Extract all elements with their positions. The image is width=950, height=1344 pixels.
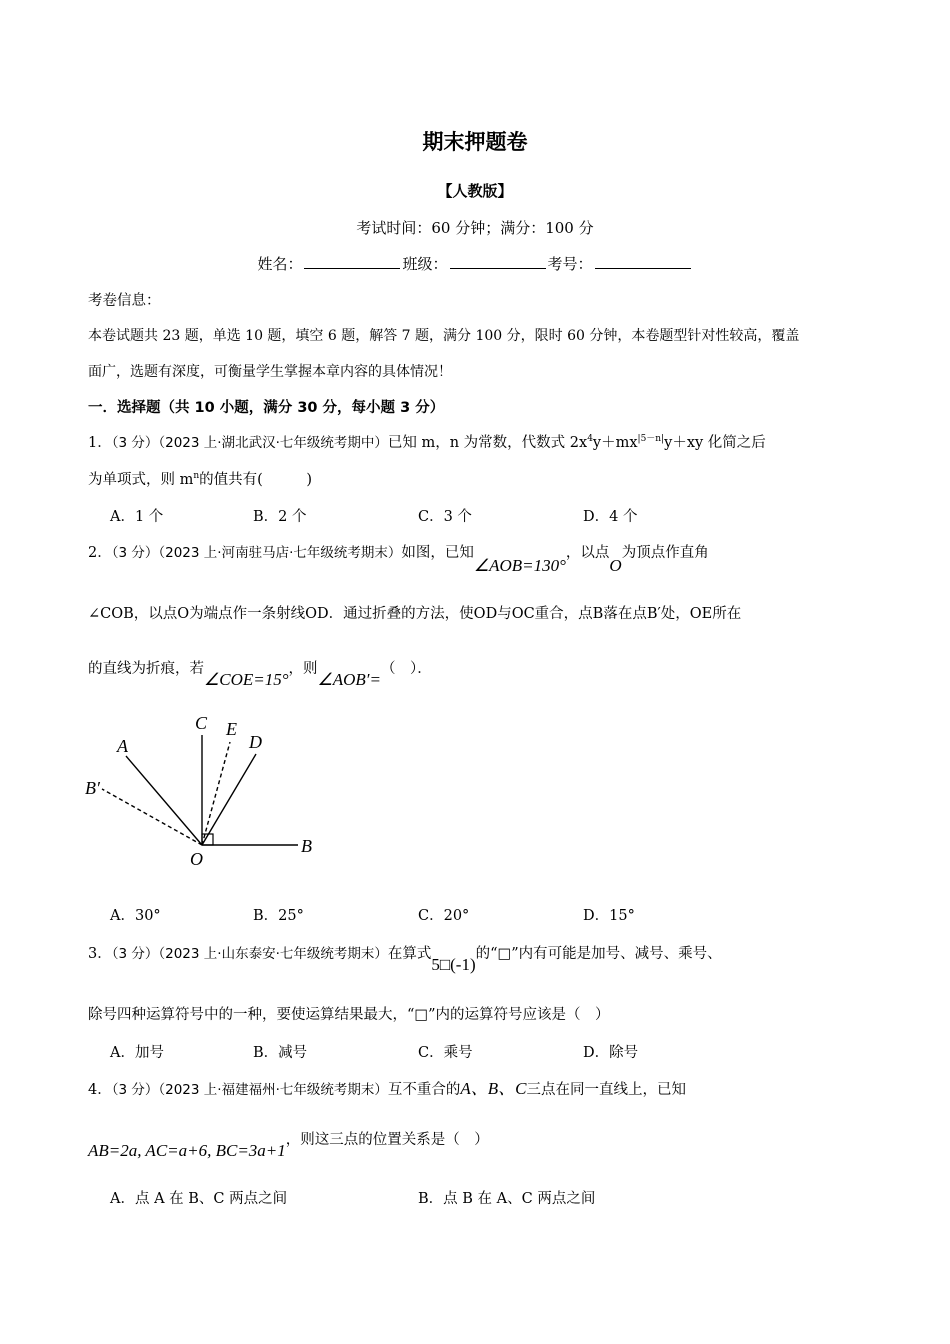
question-3-option-b[interactable]: B．减号 [253, 1045, 308, 1061]
number-label: 考号： [547, 255, 593, 273]
question-1-line-1: 1．（3 分）（2023 上·湖北武汉·七年级统考期中）已知 m，n 为常数，代数式 $2x^4y+mx^{|5-n|}y+xy$ 化简之后 [88, 434, 766, 451]
info-line-1: 本卷试题共 23 题，单选 10 题，填空 6 题，解答 7 题，满分 100 分，限时 60 分钟，本卷题型针对性较高，覆盖 [88, 328, 800, 344]
ray-od [202, 754, 256, 845]
question-4-option-b[interactable]: B．点 B 在 A、C 两点之间 [418, 1191, 596, 1207]
label-c: C [195, 713, 208, 733]
question-4-line-2: AB=2a, AC=a+6, BC=3a+1，则这三点的位置关系是（ ） [88, 1132, 489, 1160]
info-heading: 考卷信息： [88, 293, 161, 309]
question-1-option-d[interactable]: D．4 个 [583, 509, 638, 525]
question-2-line-1: 2．（3 分）（2023 上·河南驻马店·七年级统考期末）如图，已知∠AOB=130°，以点O为顶点作直角 [88, 545, 709, 575]
label-e: E [226, 719, 237, 739]
section-heading: 一．选择题（共 10 小题，满分 30 分，每小题 3 分） [88, 400, 445, 416]
ray-ob-prime-dashed [102, 789, 202, 845]
question-source: （2023 上·湖北武汉·七年级统考期中） [158, 435, 388, 451]
student-info-fields [0, 253, 950, 274]
question-4-line-1: 4．（3 分）（2023 上·福建福州·七年级统考期末）互不重合的A、B、C三点在同一直线上，已知 [88, 1079, 686, 1098]
question-2-option-b[interactable]: B．25° [253, 908, 304, 924]
question-2-option-c[interactable]: C．20° [418, 908, 470, 924]
question-3-line-1: 3．（3 分）（2023 上·山东泰安·七年级统考期末）在算式5□(-1)的“□”内有可能是加号、减号、乘号、 [88, 946, 722, 974]
label-b: B [301, 836, 312, 856]
question-1-option-b[interactable]: B．2 个 [253, 509, 307, 525]
question-3-option-a[interactable]: A．加号 [110, 1045, 164, 1061]
question-2-option-a[interactable]: A．30° [110, 908, 161, 924]
question-1-line-2: 为单项式，则 $m^n$的值共有( ) [88, 471, 312, 488]
ray-oa [126, 756, 202, 845]
label-b-prime: B′ [85, 778, 100, 798]
page-title: 期末押题卷 [422, 130, 528, 154]
class-label: 班级： [402, 255, 448, 273]
exam-time: 考试时间：60 分钟；满分：100 分 [356, 219, 594, 237]
name-label: 姓名： [257, 255, 303, 273]
question-3-line-2: 除号四种运算符号中的一种，要使运算结果最大，“□”内的运算符号应该是（ ） [88, 1007, 610, 1023]
class-field[interactable] [450, 254, 546, 269]
question-2-option-d[interactable]: D．15° [583, 908, 635, 924]
question-2-line-3: 的直线为折痕，若∠COE=15°，则∠AOB′=（ ）． [88, 661, 432, 689]
question-1-option-a[interactable]: A．1 个 [110, 509, 164, 525]
label-d: D [249, 732, 262, 752]
question-3-option-c[interactable]: C．乘号 [418, 1045, 473, 1061]
question-source: （2023 上·河南驻马店·七年级统考期末） [158, 545, 402, 561]
question-3-option-d[interactable]: D．除号 [583, 1045, 639, 1061]
question-1-option-c[interactable]: C．3 个 [418, 509, 472, 525]
question-source: （2023 上·山东泰安·七年级统考期末） [158, 946, 388, 962]
question-4-option-a[interactable]: A．点 A 在 B、C 两点之间 [110, 1191, 288, 1207]
name-field[interactable] [304, 254, 400, 269]
question-2-line-2: ∠COB，以点O为端点作一条射线OD．通过折叠的方法，使OD与OC重合，点B落在点B′处，OE所在 [88, 606, 742, 622]
edition-label: 【人教版】 [437, 182, 513, 200]
angle-diagram-svg [80, 705, 340, 880]
number-field[interactable] [595, 254, 691, 269]
question-source: （2023 上·福建福州·七年级统考期末） [158, 1082, 388, 1098]
label-a: A [117, 736, 128, 756]
ray-oe-dashed [202, 742, 230, 845]
angle-diagram [80, 705, 340, 880]
label-o: O [190, 849, 203, 869]
info-line-2: 面广，选题有深度，可衡量学生掌握本章内容的具体情况！ [88, 364, 452, 380]
